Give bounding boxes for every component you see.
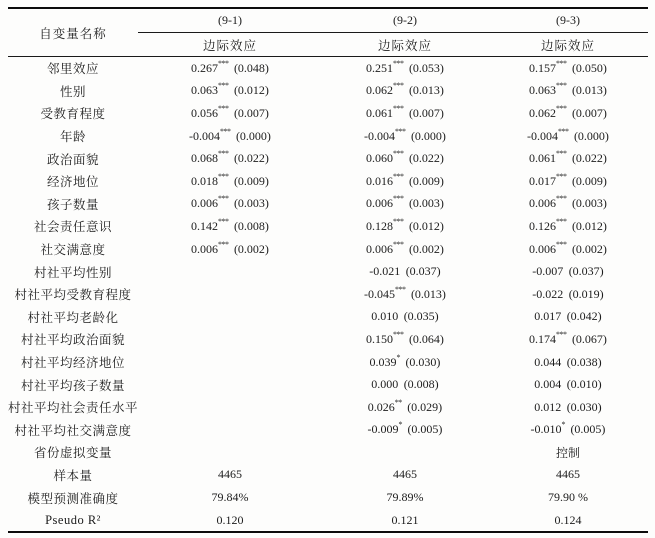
cell-value: 0.039* (0.030) (369, 352, 441, 369)
standard-error: (0.013) (410, 286, 446, 301)
standard-error: (0.000) (573, 128, 609, 143)
row-label: 孩子数量 (46, 197, 99, 212)
standard-error: (0.000) (410, 128, 446, 143)
cell-value: -0.004*** (0.000) (527, 126, 609, 143)
cell-value: 0.006*** (0.003) (529, 194, 607, 211)
row-label: 社会责任意识 (33, 220, 112, 235)
table-row (8, 193, 648, 216)
significance-stars: *** (393, 171, 404, 181)
cell-value: 0.062*** (0.007) (529, 103, 607, 120)
cell-value: 0.026** (0.029) (367, 397, 443, 414)
cell-value: -0.045*** (0.013) (364, 284, 446, 301)
row-label: 村社平均老龄化 (27, 310, 119, 325)
standard-error: (0.022) (571, 151, 607, 166)
significance-stars: *** (556, 149, 567, 159)
cell-value: 0.018*** (0.009) (191, 171, 269, 188)
table-row (8, 102, 648, 125)
standard-error: (0.064) (408, 331, 444, 346)
significance-stars: *** (393, 216, 404, 226)
cell-value (322, 441, 488, 464)
standard-error: (0.007) (408, 105, 444, 120)
cell-value: 0.016*** (0.009) (366, 171, 444, 188)
significance-stars: *** (393, 329, 404, 339)
significance-stars: *** (218, 216, 229, 226)
table-row (8, 238, 648, 261)
cell-value: -0.022 (0.019) (532, 286, 604, 301)
row-label: 村社平均性别 (33, 265, 112, 280)
significance-stars: *** (395, 284, 406, 294)
cell-value: 0.142*** (0.008) (191, 216, 269, 233)
subheader-marginal-effect-1: 边际效应 (138, 33, 322, 57)
significance-stars: *** (218, 239, 229, 249)
standard-error: (0.000) (235, 128, 271, 143)
significance-stars: *** (556, 239, 567, 249)
table-row (8, 419, 648, 442)
standard-error: (0.013) (408, 83, 444, 98)
cell-value (138, 306, 322, 329)
cell-value: 0.012 (0.030) (534, 399, 602, 414)
row-label: 村社平均经济地位 (20, 356, 125, 371)
cell-value: 4465 (393, 467, 417, 482)
standard-error: (0.002) (408, 241, 444, 256)
standard-error: (0.010) (566, 377, 602, 392)
standard-error: (0.008) (403, 377, 439, 392)
cell-value: 0.017 (0.042) (534, 309, 602, 324)
row-label: 样本量 (53, 468, 93, 483)
cell-value: -0.010* (0.005) (530, 420, 606, 437)
table-row (8, 306, 648, 329)
standard-error: (0.009) (571, 173, 607, 188)
standard-error: (0.022) (408, 151, 444, 166)
standard-error: (0.012) (233, 83, 269, 98)
cell-value: 0.251*** (0.053) (366, 58, 444, 75)
standard-error: (0.008) (233, 218, 269, 233)
standard-error: (0.067) (571, 331, 607, 346)
cell-value: 0.063*** (0.013) (529, 81, 607, 98)
cell-value: 0.061*** (0.022) (529, 149, 607, 166)
row-label: 村社平均社交满意度 (14, 423, 132, 438)
cell-value: 0.062*** (0.013) (366, 81, 444, 98)
significance-stars: * (561, 420, 566, 430)
cell-value: -0.021 (0.037) (369, 264, 441, 279)
significance-stars: *** (556, 171, 567, 181)
standard-error: (0.003) (408, 196, 444, 211)
significance-stars: *** (218, 81, 229, 91)
cell-value (138, 283, 322, 306)
table-row (8, 351, 648, 374)
cell-value (138, 396, 322, 419)
row-label: 经济地位 (46, 175, 99, 190)
cell-value (138, 351, 322, 374)
cell-value: 0.124 (554, 512, 582, 527)
significance-stars: *** (393, 103, 404, 113)
column-header-model-3: (9-3) (488, 8, 648, 33)
cell-value: 0.004 (0.010) (534, 377, 602, 392)
cell-value: 0.044 (0.038) (534, 354, 602, 369)
standard-error: (0.037) (568, 264, 604, 279)
standard-error: (0.019) (568, 286, 604, 301)
significance-stars: * (398, 420, 403, 430)
cell-value: 0.006*** (0.003) (366, 194, 444, 211)
significance-stars: *** (558, 126, 569, 136)
standard-error: (0.022) (233, 151, 269, 166)
cell-value: 0.121 (391, 512, 419, 527)
significance-stars: *** (393, 239, 404, 249)
cell-value: 0.267*** (0.048) (191, 58, 269, 75)
cell-value: 0.017*** (0.009) (529, 171, 607, 188)
significance-stars: *** (556, 329, 567, 339)
cell-value: 0.120 (216, 512, 244, 527)
cell-value: 0.068*** (0.022) (191, 149, 269, 166)
significance-stars: *** (556, 194, 567, 204)
row-label: 年龄 (59, 130, 86, 145)
standard-error: (0.037) (405, 264, 441, 279)
cell-value (138, 373, 322, 396)
significance-stars: * (396, 352, 401, 362)
row-label: 社交满意度 (40, 243, 106, 258)
table-row (8, 125, 648, 148)
row-label: 模型预测准确度 (27, 491, 119, 506)
row-label: 村社平均孩子数量 (20, 378, 125, 393)
table-row (8, 441, 648, 464)
significance-stars: *** (218, 149, 229, 159)
cell-value: 0.150*** (0.064) (366, 329, 444, 346)
cell-value (138, 441, 322, 464)
standard-error: (0.012) (408, 218, 444, 233)
table-row (8, 260, 648, 283)
column-header-model-1: (9-1) (138, 8, 322, 33)
standard-error: (0.002) (233, 241, 269, 256)
cell-value (138, 260, 322, 283)
cell-value: 0.063*** (0.012) (191, 81, 269, 98)
row-label: 性别 (59, 84, 86, 99)
cell-value: 0.128*** (0.012) (366, 216, 444, 233)
standard-error: (0.009) (408, 173, 444, 188)
significance-stars: *** (556, 103, 567, 113)
standard-error: (0.050) (571, 60, 607, 75)
standard-error: (0.002) (571, 241, 607, 256)
table-row (8, 215, 648, 238)
cell-value: 0.000 (0.008) (371, 377, 439, 392)
cell-value: 0.006*** (0.002) (529, 239, 607, 256)
cell-value: -0.004*** (0.000) (189, 126, 271, 143)
significance-stars: ** (394, 397, 402, 407)
subheader-marginal-effect-2: 边际效应 (322, 33, 488, 57)
cell-value (138, 328, 322, 351)
significance-stars: *** (556, 58, 567, 68)
cell-value: 0.174*** (0.067) (529, 329, 607, 346)
subheader-marginal-effect-3: 边际效应 (488, 33, 648, 57)
table-row (8, 57, 648, 80)
table-row (8, 147, 648, 170)
cell-value: 0.006*** (0.002) (366, 239, 444, 256)
standard-error: (0.003) (233, 196, 269, 211)
table-row (8, 509, 648, 533)
table-row (8, 486, 648, 509)
cell-value: 0.056*** (0.007) (191, 103, 269, 120)
significance-stars: *** (393, 149, 404, 159)
table-row (8, 396, 648, 419)
significance-stars: *** (393, 194, 404, 204)
significance-stars: *** (220, 126, 231, 136)
significance-stars: *** (218, 58, 229, 68)
table-header (8, 8, 648, 57)
standard-error: (0.005) (570, 422, 606, 437)
standard-error: (0.030) (405, 354, 441, 369)
cell-value: 0.060*** (0.022) (366, 149, 444, 166)
row-label: 村社平均受教育程度 (14, 288, 132, 303)
row-label: 省份虚拟变量 (33, 446, 112, 461)
table-body (8, 57, 648, 533)
table-row (8, 464, 648, 487)
cell-value: -0.009* (0.005) (367, 420, 443, 437)
standard-error: (0.038) (566, 354, 602, 369)
standard-error: (0.013) (571, 83, 607, 98)
standard-error: (0.005) (407, 422, 443, 437)
regression-table (8, 7, 648, 533)
table-row (8, 283, 648, 306)
cell-value: -0.004*** (0.000) (364, 126, 446, 143)
significance-stars: *** (218, 171, 229, 181)
standard-error: (0.009) (233, 173, 269, 188)
table-row (8, 80, 648, 103)
standard-error: (0.042) (566, 309, 602, 324)
table-row (8, 170, 648, 193)
significance-stars: *** (393, 81, 404, 91)
cell-value: 0.010 (0.035) (371, 309, 439, 324)
standard-error: (0.012) (571, 218, 607, 233)
column-header-variable: 自变量名称 (8, 8, 138, 57)
cell-value: 0.006*** (0.002) (191, 239, 269, 256)
cell-value: 79.90 % (548, 490, 588, 505)
row-label: 村社平均政治面貌 (20, 333, 125, 348)
cell-value: 0.061*** (0.007) (366, 103, 444, 120)
cell-value: 0.157*** (0.050) (529, 58, 607, 75)
row-label: 政治面貌 (46, 152, 99, 167)
table-row (8, 328, 648, 351)
cell-value: 79.84% (211, 490, 249, 505)
standard-error: (0.030) (566, 399, 602, 414)
standard-error: (0.007) (571, 105, 607, 120)
standard-error: (0.035) (403, 309, 439, 324)
row-label: 邻里效应 (46, 62, 99, 77)
cell-value: 79.89% (386, 490, 424, 505)
table-row (8, 373, 648, 396)
standard-error: (0.048) (233, 60, 269, 75)
cell-value: 0.126*** (0.012) (529, 216, 607, 233)
standard-error: (0.003) (571, 196, 607, 211)
significance-stars: *** (556, 216, 567, 226)
significance-stars: *** (556, 81, 567, 91)
cell-value: 控制 (555, 445, 580, 460)
cell-value (138, 419, 322, 442)
significance-stars: *** (393, 58, 404, 68)
row-label: Pseudo R² (45, 512, 101, 527)
cell-value: 4465 (218, 467, 242, 482)
cell-value: 4465 (556, 467, 580, 482)
standard-error: (0.053) (408, 60, 444, 75)
cell-value: -0.007 (0.037) (532, 264, 604, 279)
standard-error: (0.007) (233, 105, 269, 120)
standard-error: (0.029) (407, 399, 443, 414)
row-label: 村社平均社会责任水平 (8, 401, 139, 416)
significance-stars: *** (218, 103, 229, 113)
column-header-model-2: (9-2) (322, 8, 488, 33)
significance-stars: *** (395, 126, 406, 136)
cell-value: 0.006*** (0.003) (191, 194, 269, 211)
significance-stars: *** (218, 194, 229, 204)
row-label: 受教育程度 (40, 107, 106, 122)
